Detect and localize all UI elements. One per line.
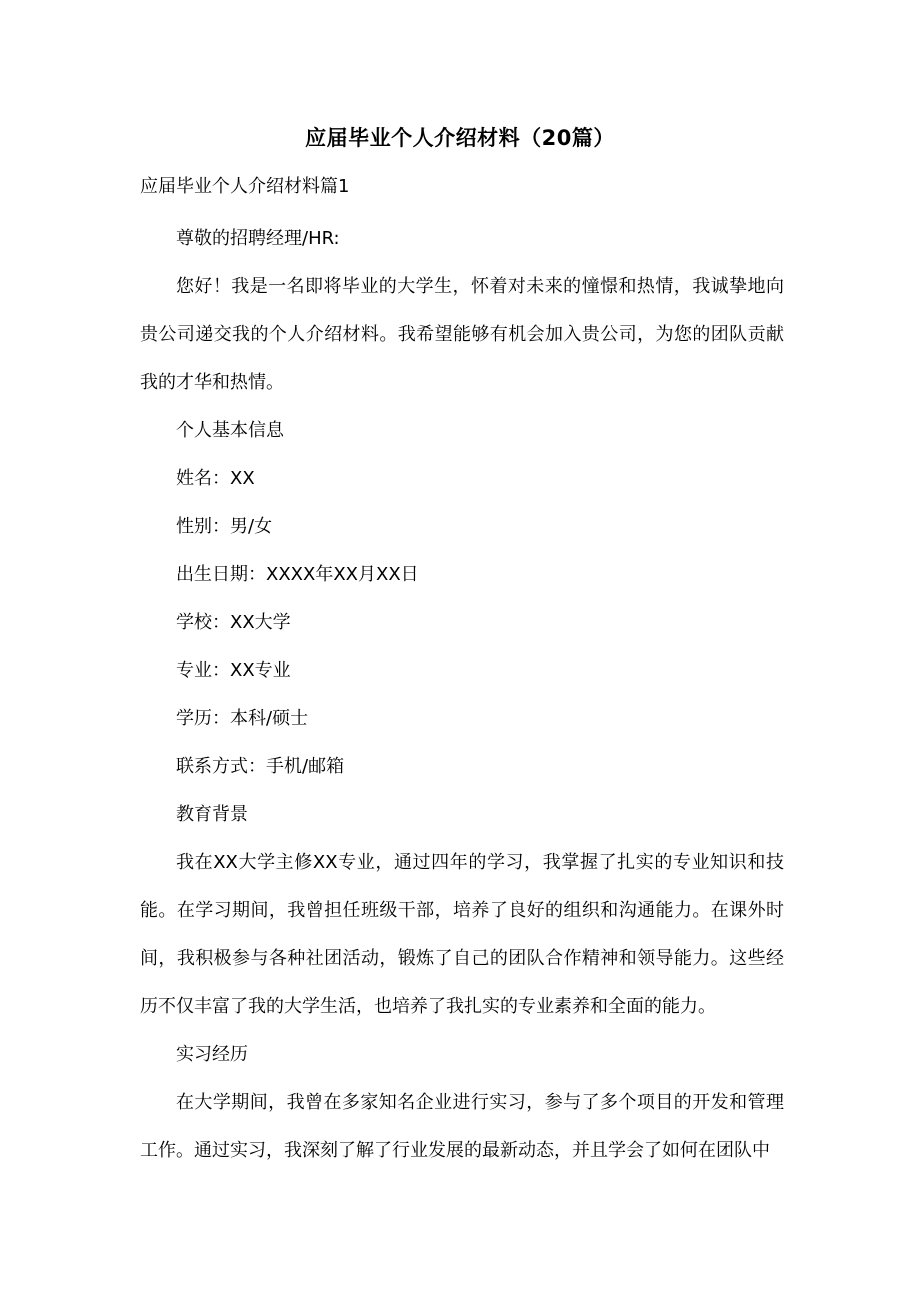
- intro-paragraph: 您好！我是一名即将毕业的大学生，怀着对未来的憧憬和热情，我诚挚地向贵公司递交我的个人介绍材料。我希望能够有机会加入贵公司，为您的团队贡献我的才华和热情。: [140, 276, 784, 393]
- info-birthdate: 出生日期：XXXX年XX月XX日: [176, 564, 419, 585]
- document-body: [140, 215, 784, 1175]
- education-heading: 教育背景: [176, 804, 248, 825]
- document-title: 应届毕业个人介绍材料（20篇）: [305, 126, 615, 150]
- info-gender: 性别：男/女: [176, 516, 273, 537]
- info-major: 专业：XX专业: [176, 660, 291, 681]
- info-school: 学校：XX大学: [176, 612, 291, 633]
- internship-heading: 实习经历: [176, 1044, 248, 1065]
- info-contact: 联系方式：手机/邮箱: [176, 756, 345, 777]
- info-name: 姓名：XX: [176, 468, 255, 489]
- internship-paragraph: 在大学期间，我曾在多家知名企业进行实习，参与了多个项目的开发和管理工作。通过实习，我深刻了解了行业发展的最新动态，并且学会了如何在团队中: [140, 1092, 784, 1161]
- basic-info-heading: 个人基本信息: [176, 420, 284, 441]
- info-degree: 学历：本科/硕士: [176, 708, 309, 729]
- section-heading: 应届毕业个人介绍材料篇1: [140, 176, 350, 197]
- salutation-paragraph: 尊敬的招聘经理/HR:: [176, 228, 340, 249]
- education-paragraph: 我在XX大学主修XX专业，通过四年的学习，我掌握了扎实的专业知识和技能。在学习期间，我曾担任班级干部，培养了良好的组织和沟通能力。在课外时间，我积极参与各种社团活动，锻炼了自己的团队合作精神和领导能力。这些经历不仅丰富了我的大学生活，也培养了我扎实的专业素养和全面的能力。: [140, 852, 784, 1017]
